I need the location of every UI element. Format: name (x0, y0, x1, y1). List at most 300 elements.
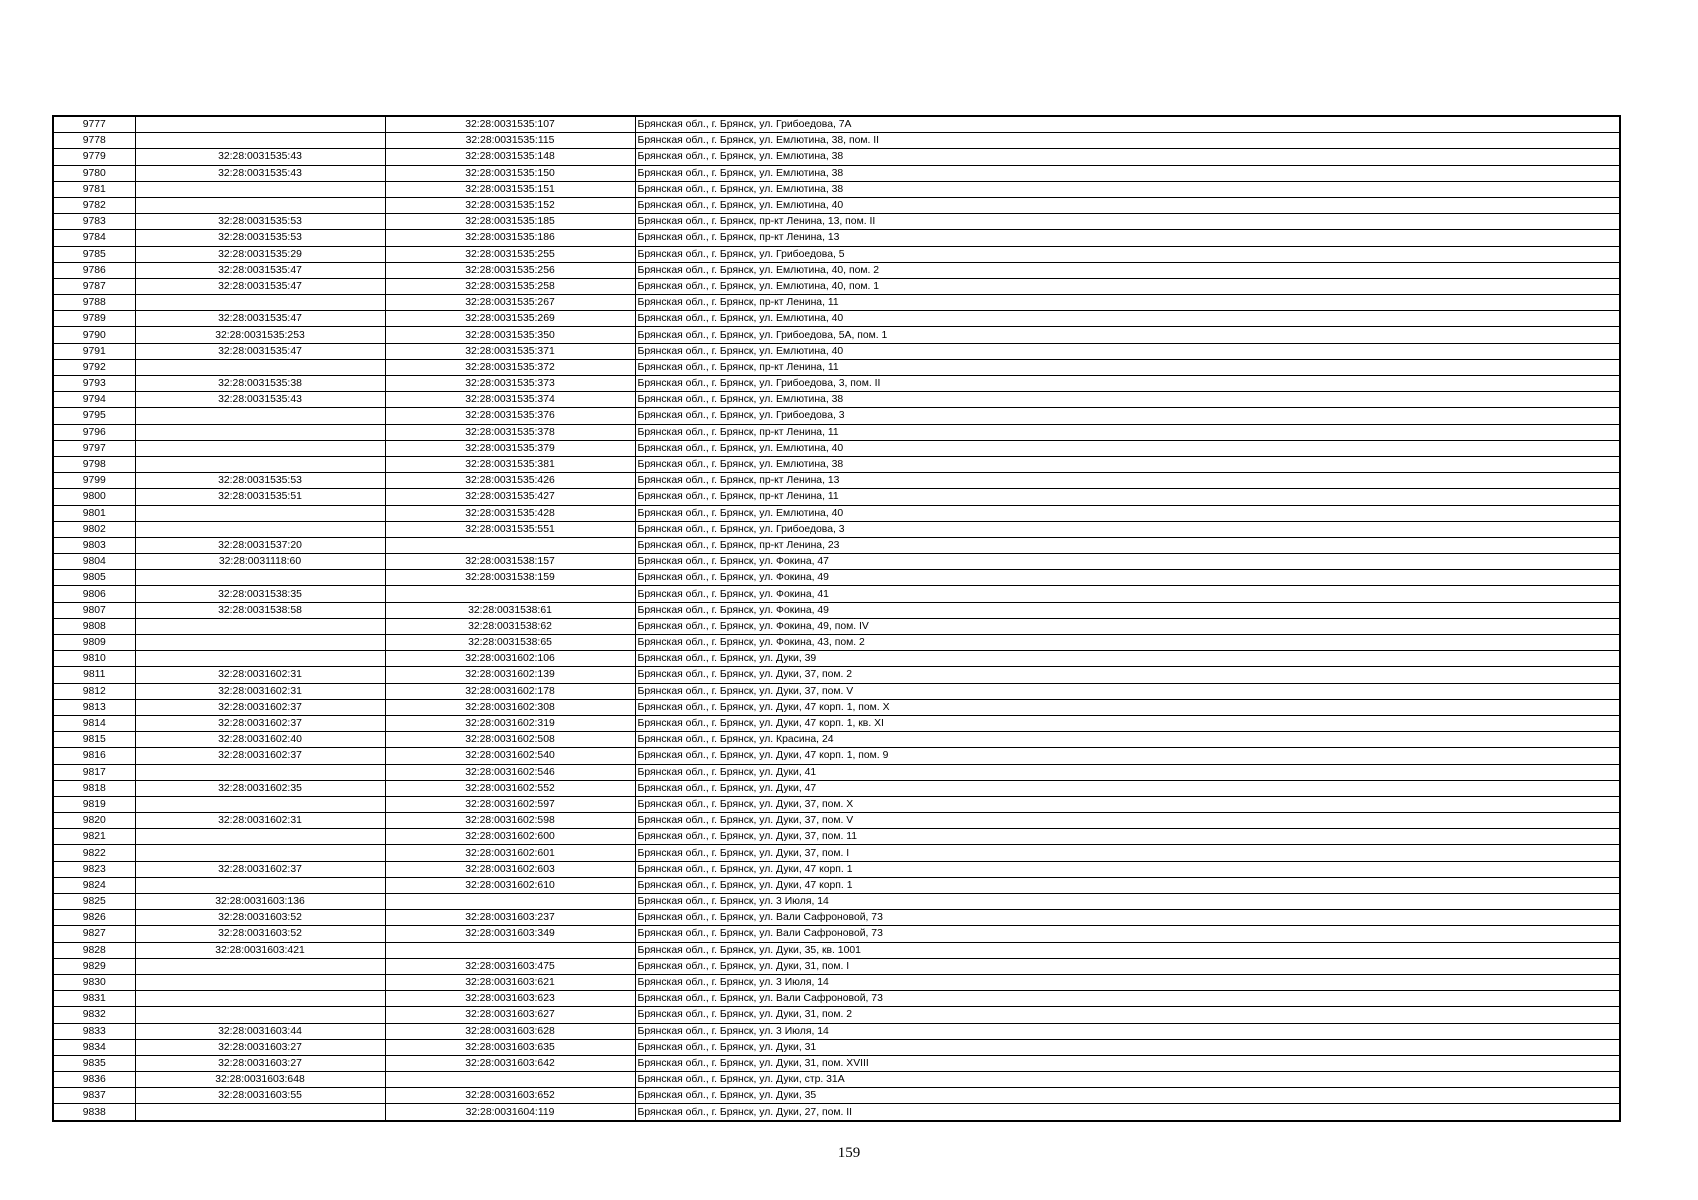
cadastral-number-cell: 32:28:0031602:106 (385, 651, 635, 667)
cadastral-number-cell: 32:28:0031603:237 (385, 910, 635, 926)
row-number-cell: 9778 (53, 133, 135, 149)
row-number-cell: 9794 (53, 392, 135, 408)
table-row (53, 392, 1620, 408)
cadastral-number-cell: 32:28:0031535:381 (385, 456, 635, 472)
address-cell: Брянская обл., г. Брянск, ул. Дуки, 35 (635, 1088, 1620, 1104)
row-number-cell: 9824 (53, 877, 135, 893)
address-cell: Брянская обл., г. Брянск, ул. Дуки, 47 (635, 780, 1620, 796)
table-row (53, 214, 1620, 230)
row-number-cell: 9832 (53, 1007, 135, 1023)
row-number-cell: 9788 (53, 295, 135, 311)
parent-cadastral-cell: 32:28:0031603:27 (135, 1039, 385, 1055)
cadastral-number-cell: 32:28:0031535:374 (385, 392, 635, 408)
parent-cadastral-cell: 32:28:0031538:35 (135, 586, 385, 602)
cadastral-number-cell: 32:28:0031535:150 (385, 165, 635, 181)
address-cell: Брянская обл., г. Брянск, ул. Грибоедова, 5 (635, 246, 1620, 262)
parent-cadastral-cell (135, 359, 385, 375)
address-cell: Брянская обл., г. Брянск, ул. Вали Сафроновой, 73 (635, 991, 1620, 1007)
table-row (53, 910, 1620, 926)
parent-cadastral-cell: 32:28:0031535:51 (135, 489, 385, 505)
parent-cadastral-cell: 32:28:0031603:648 (135, 1072, 385, 1088)
address-cell: Брянская обл., г. Брянск, ул. Вали Сафроновой, 73 (635, 910, 1620, 926)
table-row (53, 894, 1620, 910)
cadastral-number-cell: 32:28:0031535:428 (385, 505, 635, 521)
cadastral-number-cell: 32:28:0031535:269 (385, 311, 635, 327)
address-cell: Брянская обл., г. Брянск, пр-кт Ленина, 11 (635, 489, 1620, 505)
row-number-cell: 9828 (53, 942, 135, 958)
row-number-cell: 9818 (53, 780, 135, 796)
parent-cadastral-cell: 32:28:0031602:40 (135, 732, 385, 748)
cadastral-number-cell: 32:28:0031603:349 (385, 926, 635, 942)
row-number-cell: 9834 (53, 1039, 135, 1055)
table-row (53, 456, 1620, 472)
table-row (53, 1072, 1620, 1088)
cadastral-number-cell: 32:28:0031535:427 (385, 489, 635, 505)
row-number-cell: 9777 (53, 116, 135, 133)
table-row (53, 149, 1620, 165)
parent-cadastral-cell (135, 829, 385, 845)
address-cell: Брянская обл., г. Брянск, ул. Емлютина, 38 (635, 165, 1620, 181)
table-row (53, 246, 1620, 262)
row-number-cell: 9829 (53, 958, 135, 974)
address-cell: Брянская обл., г. Брянск, пр-кт Ленина, 11 (635, 424, 1620, 440)
cadastral-number-cell: 32:28:0031535:373 (385, 376, 635, 392)
table-row (53, 861, 1620, 877)
row-number-cell: 9836 (53, 1072, 135, 1088)
address-cell: Брянская обл., г. Брянск, ул. Дуки, 37, пом. 2 (635, 667, 1620, 683)
parent-cadastral-cell: 32:28:0031538:58 (135, 602, 385, 618)
parent-cadastral-cell (135, 764, 385, 780)
parent-cadastral-cell: 32:28:0031537:20 (135, 537, 385, 553)
registry-table (52, 115, 1621, 1122)
table-row (53, 165, 1620, 181)
table-row (53, 699, 1620, 715)
table-row (53, 748, 1620, 764)
cadastral-number-cell: 32:28:0031538:62 (385, 618, 635, 634)
parent-cadastral-cell: 32:28:0031535:29 (135, 246, 385, 262)
cadastral-number-cell: 32:28:0031602:178 (385, 683, 635, 699)
cadastral-number-cell: 32:28:0031602:603 (385, 861, 635, 877)
address-cell: Брянская обл., г. Брянск, ул. Дуки, 31, пом. I (635, 958, 1620, 974)
row-number-cell: 9810 (53, 651, 135, 667)
parent-cadastral-cell (135, 295, 385, 311)
row-number-cell: 9831 (53, 991, 135, 1007)
cadastral-number-cell: 32:28:0031603:628 (385, 1023, 635, 1039)
cadastral-number-cell: 32:28:0031535:152 (385, 197, 635, 213)
table-row (53, 974, 1620, 990)
row-number-cell: 9796 (53, 424, 135, 440)
address-cell: Брянская обл., г. Брянск, ул. Дуки, 39 (635, 651, 1620, 667)
address-cell: Брянская обл., г. Брянск, ул. Фокина, 49, пом. IV (635, 618, 1620, 634)
parent-cadastral-cell (135, 181, 385, 197)
parent-cadastral-cell: 32:28:0031603:136 (135, 894, 385, 910)
parent-cadastral-cell (135, 408, 385, 424)
address-cell: Брянская обл., г. Брянск, ул. Фокина, 49 (635, 602, 1620, 618)
row-number-cell: 9798 (53, 456, 135, 472)
parent-cadastral-cell: 32:28:0031603:52 (135, 910, 385, 926)
address-cell: Брянская обл., г. Брянск, ул. Дуки, 35, кв. 1001 (635, 942, 1620, 958)
address-cell: Брянская обл., г. Брянск, ул. Дуки, 31 (635, 1039, 1620, 1055)
row-number-cell: 9827 (53, 926, 135, 942)
cadastral-number-cell: 32:28:0031602:597 (385, 796, 635, 812)
parent-cadastral-cell (135, 197, 385, 213)
cadastral-number-cell (385, 586, 635, 602)
cadastral-number-cell: 32:28:0031602:610 (385, 877, 635, 893)
row-number-cell: 9785 (53, 246, 135, 262)
parent-cadastral-cell (135, 635, 385, 651)
table-row (53, 1104, 1620, 1121)
table-row (53, 116, 1620, 133)
row-number-cell: 9779 (53, 149, 135, 165)
address-cell: Брянская обл., г. Брянск, ул. Емлютина, 40 (635, 197, 1620, 213)
cadastral-number-cell (385, 537, 635, 553)
parent-cadastral-cell (135, 133, 385, 149)
cadastral-number-cell: 32:28:0031602:552 (385, 780, 635, 796)
parent-cadastral-cell: 32:28:0031535:43 (135, 165, 385, 181)
parent-cadastral-cell (135, 991, 385, 1007)
address-cell: Брянская обл., г. Брянск, ул. Емлютина, 38 (635, 456, 1620, 472)
cadastral-number-cell: 32:28:0031535:151 (385, 181, 635, 197)
address-cell: Брянская обл., г. Брянск, ул. Дуки, 37, пом. 11 (635, 829, 1620, 845)
row-number-cell: 9814 (53, 715, 135, 731)
row-number-cell: 9795 (53, 408, 135, 424)
table-row (53, 473, 1620, 489)
row-number-cell: 9815 (53, 732, 135, 748)
table-row (53, 942, 1620, 958)
row-number-cell: 9793 (53, 376, 135, 392)
address-cell: Брянская обл., г. Брянск, ул. Емлютина, 40 (635, 505, 1620, 521)
address-cell: Брянская обл., г. Брянск, ул. Дуки, 47 корп. 1 (635, 877, 1620, 893)
table-row (53, 635, 1620, 651)
cadastral-number-cell (385, 894, 635, 910)
registry-table-body (53, 116, 1620, 1121)
address-cell: Брянская обл., г. Брянск, ул. Фокина, 47 (635, 554, 1620, 570)
parent-cadastral-cell: 32:28:0031535:43 (135, 392, 385, 408)
row-number-cell: 9816 (53, 748, 135, 764)
cadastral-number-cell: 32:28:0031603:475 (385, 958, 635, 974)
table-row (53, 554, 1620, 570)
row-number-cell: 9813 (53, 699, 135, 715)
parent-cadastral-cell: 32:28:0031535:47 (135, 311, 385, 327)
address-cell: Брянская обл., г. Брянск, ул. Вали Сафроновой, 73 (635, 926, 1620, 942)
address-cell: Брянская обл., г. Брянск, ул. Емлютина, 40, пом. 2 (635, 262, 1620, 278)
row-number-cell: 9790 (53, 327, 135, 343)
address-cell: Брянская обл., г. Брянск, пр-кт Ленина, 11 (635, 295, 1620, 311)
table-row (53, 764, 1620, 780)
parent-cadastral-cell: 32:28:0031535:43 (135, 149, 385, 165)
table-row (53, 780, 1620, 796)
row-number-cell: 9780 (53, 165, 135, 181)
parent-cadastral-cell: 32:28:0031602:31 (135, 683, 385, 699)
row-number-cell: 9800 (53, 489, 135, 505)
table-row (53, 505, 1620, 521)
table-row (53, 295, 1620, 311)
table-row (53, 408, 1620, 424)
table-row (53, 424, 1620, 440)
cadastral-number-cell: 32:28:0031602:546 (385, 764, 635, 780)
cadastral-number-cell (385, 1072, 635, 1088)
address-cell: Брянская обл., г. Брянск, пр-кт Ленина, 11 (635, 359, 1620, 375)
address-cell: Брянская обл., г. Брянск, ул. Фокина, 41 (635, 586, 1620, 602)
cadastral-number-cell: 32:28:0031535:379 (385, 440, 635, 456)
row-number-cell: 9822 (53, 845, 135, 861)
address-cell: Брянская обл., г. Брянск, ул. Грибоедова, 5А, пом. 1 (635, 327, 1620, 343)
table-row (53, 1039, 1620, 1055)
table-row (53, 813, 1620, 829)
row-number-cell: 9837 (53, 1088, 135, 1104)
address-cell: Брянская обл., г. Брянск, ул. Дуки, 37, пом. V (635, 813, 1620, 829)
parent-cadastral-cell (135, 424, 385, 440)
table-row (53, 845, 1620, 861)
parent-cadastral-cell: 32:28:0031535:38 (135, 376, 385, 392)
parent-cadastral-cell: 32:28:0031602:37 (135, 748, 385, 764)
parent-cadastral-cell (135, 845, 385, 861)
cadastral-number-cell: 32:28:0031535:255 (385, 246, 635, 262)
row-number-cell: 9819 (53, 796, 135, 812)
row-number-cell: 9782 (53, 197, 135, 213)
parent-cadastral-cell: 32:28:0031535:53 (135, 214, 385, 230)
table-row (53, 343, 1620, 359)
row-number-cell: 9789 (53, 311, 135, 327)
parent-cadastral-cell: 32:28:0031602:35 (135, 780, 385, 796)
address-cell: Брянская обл., г. Брянск, ул. Грибоедова, 3 (635, 408, 1620, 424)
table-row (53, 1088, 1620, 1104)
cadastral-number-cell: 32:28:0031535:551 (385, 521, 635, 537)
cadastral-number-cell: 32:28:0031602:139 (385, 667, 635, 683)
cadastral-number-cell: 32:28:0031535:148 (385, 149, 635, 165)
address-cell: Брянская обл., г. Брянск, ул. Дуки, 47 корп. 1 (635, 861, 1620, 877)
cadastral-number-cell: 32:28:0031602:598 (385, 813, 635, 829)
row-number-cell: 9787 (53, 278, 135, 294)
cadastral-number-cell: 32:28:0031535:267 (385, 295, 635, 311)
table-row (53, 262, 1620, 278)
parent-cadastral-cell (135, 958, 385, 974)
parent-cadastral-cell: 32:28:0031535:47 (135, 262, 385, 278)
address-cell: Брянская обл., г. Брянск, ул. Дуки, 37, пом. V (635, 683, 1620, 699)
cadastral-number-cell: 32:28:0031535:185 (385, 214, 635, 230)
cadastral-number-cell: 32:28:0031538:159 (385, 570, 635, 586)
table-row (53, 586, 1620, 602)
row-number-cell: 9817 (53, 764, 135, 780)
address-cell: Брянская обл., г. Брянск, ул. 3 Июля, 14 (635, 894, 1620, 910)
table-row (53, 230, 1620, 246)
row-number-cell: 9825 (53, 894, 135, 910)
row-number-cell: 9811 (53, 667, 135, 683)
cadastral-number-cell: 32:28:0031602:540 (385, 748, 635, 764)
table-row (53, 521, 1620, 537)
cadastral-number-cell: 32:28:0031535:371 (385, 343, 635, 359)
table-row (53, 796, 1620, 812)
parent-cadastral-cell: 32:28:0031602:31 (135, 667, 385, 683)
address-cell: Брянская обл., г. Брянск, ул. Грибоедова, 3, пом. II (635, 376, 1620, 392)
table-row (53, 602, 1620, 618)
cadastral-number-cell: 32:28:0031538:157 (385, 554, 635, 570)
address-cell: Брянская обл., г. Брянск, ул. Емлютина, 38, пом. II (635, 133, 1620, 149)
address-cell: Брянская обл., г. Брянск, ул. Дуки, 31, пом. 2 (635, 1007, 1620, 1023)
row-number-cell: 9792 (53, 359, 135, 375)
parent-cadastral-cell: 32:28:0031603:44 (135, 1023, 385, 1039)
row-number-cell: 9801 (53, 505, 135, 521)
address-cell: Брянская обл., г. Брянск, пр-кт Ленина, 23 (635, 537, 1620, 553)
parent-cadastral-cell: 32:28:0031603:52 (135, 926, 385, 942)
row-number-cell: 9784 (53, 230, 135, 246)
parent-cadastral-cell: 32:28:0031602:37 (135, 699, 385, 715)
address-cell: Брянская обл., г. Брянск, ул. Красина, 24 (635, 732, 1620, 748)
parent-cadastral-cell (135, 505, 385, 521)
table-row (53, 278, 1620, 294)
cadastral-number-cell: 32:28:0031602:308 (385, 699, 635, 715)
parent-cadastral-cell (135, 440, 385, 456)
cadastral-number-cell: 32:28:0031603:635 (385, 1039, 635, 1055)
cadastral-number-cell: 32:28:0031603:627 (385, 1007, 635, 1023)
cadastral-number-cell: 32:28:0031535:107 (385, 116, 635, 133)
table-row (53, 1007, 1620, 1023)
cadastral-number-cell: 32:28:0031538:65 (385, 635, 635, 651)
table-row (53, 651, 1620, 667)
cadastral-number-cell: 32:28:0031538:61 (385, 602, 635, 618)
table-row (53, 440, 1620, 456)
cadastral-number-cell: 32:28:0031535:372 (385, 359, 635, 375)
table-row (53, 327, 1620, 343)
parent-cadastral-cell: 32:28:0031118:60 (135, 554, 385, 570)
table-row (53, 926, 1620, 942)
address-cell: Брянская обл., г. Брянск, ул. Дуки, 47 корп. 1, пом. 9 (635, 748, 1620, 764)
cadastral-number-cell: 32:28:0031535:350 (385, 327, 635, 343)
row-number-cell: 9791 (53, 343, 135, 359)
row-number-cell: 9806 (53, 586, 135, 602)
row-number-cell: 9812 (53, 683, 135, 699)
parent-cadastral-cell: 32:28:0031535:47 (135, 278, 385, 294)
table-row (53, 376, 1620, 392)
table-row (53, 618, 1620, 634)
parent-cadastral-cell: 32:28:0031535:47 (135, 343, 385, 359)
address-cell: Брянская обл., г. Брянск, ул. 3 Июля, 14 (635, 974, 1620, 990)
address-cell: Брянская обл., г. Брянск, ул. Емлютина, 40 (635, 440, 1620, 456)
address-cell: Брянская обл., г. Брянск, ул. Дуки, 37, пом. X (635, 796, 1620, 812)
table-row (53, 570, 1620, 586)
cadastral-number-cell: 32:28:0031535:115 (385, 133, 635, 149)
address-cell: Брянская обл., г. Брянск, пр-кт Ленина, 13 (635, 230, 1620, 246)
row-number-cell: 9820 (53, 813, 135, 829)
address-cell: Брянская обл., г. Брянск, ул. Дуки, 41 (635, 764, 1620, 780)
row-number-cell: 9804 (53, 554, 135, 570)
address-cell: Брянская обл., г. Брянск, пр-кт Ленина, 13, пом. II (635, 214, 1620, 230)
table-row (53, 311, 1620, 327)
parent-cadastral-cell (135, 618, 385, 634)
address-cell: Брянская обл., г. Брянск, ул. 3 Июля, 14 (635, 1023, 1620, 1039)
cadastral-number-cell: 32:28:0031604:119 (385, 1104, 635, 1121)
address-cell: Брянская обл., г. Брянск, ул. Емлютина, 40 (635, 311, 1620, 327)
address-cell: Брянская обл., г. Брянск, ул. Грибоедова, 7А (635, 116, 1620, 133)
cadastral-number-cell: 32:28:0031603:621 (385, 974, 635, 990)
table-row (53, 667, 1620, 683)
address-cell: Брянская обл., г. Брянск, ул. Дуки, 31, пом. XVIII (635, 1055, 1620, 1071)
parent-cadastral-cell (135, 521, 385, 537)
address-cell: Брянская обл., г. Брянск, ул. Грибоедова, 3 (635, 521, 1620, 537)
row-number-cell: 9805 (53, 570, 135, 586)
parent-cadastral-cell (135, 651, 385, 667)
row-number-cell: 9803 (53, 537, 135, 553)
cadastral-number-cell: 32:28:0031602:508 (385, 732, 635, 748)
cadastral-number-cell: 32:28:0031603:623 (385, 991, 635, 1007)
row-number-cell: 9821 (53, 829, 135, 845)
table-row (53, 489, 1620, 505)
row-number-cell: 9802 (53, 521, 135, 537)
parent-cadastral-cell: 32:28:0031602:37 (135, 861, 385, 877)
parent-cadastral-cell (135, 1104, 385, 1121)
parent-cadastral-cell: 32:28:0031535:253 (135, 327, 385, 343)
parent-cadastral-cell (135, 796, 385, 812)
cadastral-number-cell: 32:28:0031602:319 (385, 715, 635, 731)
cadastral-number-cell: 32:28:0031535:426 (385, 473, 635, 489)
row-number-cell: 9797 (53, 440, 135, 456)
cadastral-number-cell: 32:28:0031535:256 (385, 262, 635, 278)
row-number-cell: 9786 (53, 262, 135, 278)
address-cell: Брянская обл., г. Брянск, ул. Емлютина, 40 (635, 343, 1620, 359)
address-cell: Брянская обл., г. Брянск, ул. Емлютина, 38 (635, 149, 1620, 165)
table-row (53, 732, 1620, 748)
parent-cadastral-cell (135, 877, 385, 893)
row-number-cell: 9781 (53, 181, 135, 197)
table-row (53, 1023, 1620, 1039)
address-cell: Брянская обл., г. Брянск, ул. Фокина, 49 (635, 570, 1620, 586)
row-number-cell: 9807 (53, 602, 135, 618)
parent-cadastral-cell: 32:28:0031602:37 (135, 715, 385, 731)
parent-cadastral-cell (135, 570, 385, 586)
parent-cadastral-cell: 32:28:0031535:53 (135, 473, 385, 489)
row-number-cell: 9783 (53, 214, 135, 230)
address-cell: Брянская обл., г. Брянск, ул. Емлютина, 40, пом. 1 (635, 278, 1620, 294)
parent-cadastral-cell: 32:28:0031603:55 (135, 1088, 385, 1104)
cadastral-number-cell: 32:28:0031535:378 (385, 424, 635, 440)
address-cell: Брянская обл., г. Брянск, ул. Емлютина, 38 (635, 392, 1620, 408)
row-number-cell: 9808 (53, 618, 135, 634)
address-cell: Брянская обл., г. Брянск, ул. Емлютина, 38 (635, 181, 1620, 197)
row-number-cell: 9823 (53, 861, 135, 877)
cadastral-number-cell: 32:28:0031535:376 (385, 408, 635, 424)
parent-cadastral-cell: 32:28:0031535:53 (135, 230, 385, 246)
page-number: 159 (837, 1145, 861, 1161)
table-row (53, 359, 1620, 375)
parent-cadastral-cell: 32:28:0031603:27 (135, 1055, 385, 1071)
row-number-cell: 9830 (53, 974, 135, 990)
cadastral-number-cell: 32:28:0031602:601 (385, 845, 635, 861)
parent-cadastral-cell (135, 456, 385, 472)
parent-cadastral-cell: 32:28:0031602:31 (135, 813, 385, 829)
address-cell: Брянская обл., г. Брянск, ул. Дуки, 27, пом. II (635, 1104, 1620, 1121)
parent-cadastral-cell: 32:28:0031603:421 (135, 942, 385, 958)
cadastral-number-cell (385, 942, 635, 958)
address-cell: Брянская обл., г. Брянск, ул. Фокина, 43, пом. 2 (635, 635, 1620, 651)
parent-cadastral-cell (135, 116, 385, 133)
cadastral-number-cell: 32:28:0031602:600 (385, 829, 635, 845)
table-row (53, 683, 1620, 699)
table-row (53, 991, 1620, 1007)
table-row (53, 197, 1620, 213)
parent-cadastral-cell (135, 974, 385, 990)
address-cell: Брянская обл., г. Брянск, пр-кт Ленина, 13 (635, 473, 1620, 489)
table-row (53, 715, 1620, 731)
row-number-cell: 9799 (53, 473, 135, 489)
cadastral-number-cell: 32:28:0031535:258 (385, 278, 635, 294)
cadastral-number-cell: 32:28:0031603:652 (385, 1088, 635, 1104)
table-row (53, 877, 1620, 893)
row-number-cell: 9835 (53, 1055, 135, 1071)
row-number-cell: 9833 (53, 1023, 135, 1039)
row-number-cell: 9809 (53, 635, 135, 651)
table-row (53, 958, 1620, 974)
cadastral-number-cell: 32:28:0031603:642 (385, 1055, 635, 1071)
